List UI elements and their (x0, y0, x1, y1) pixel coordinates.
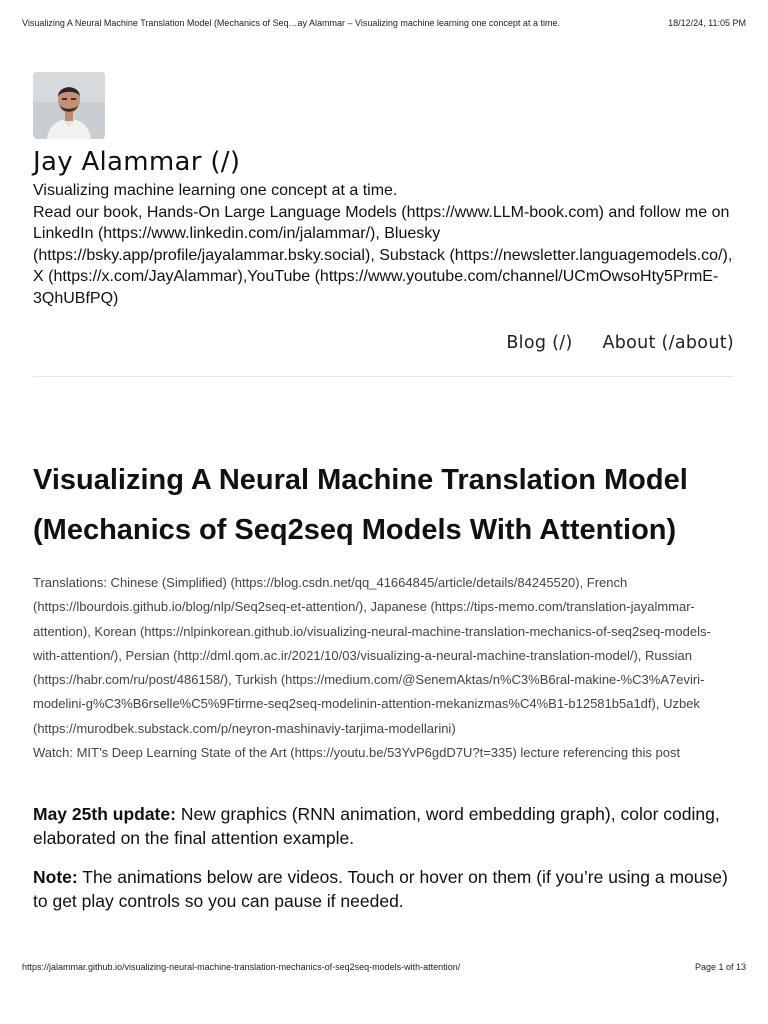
site-book-links[interactable]: Read our book, Hands-On Large Language Models (https://www.LLM-book.com) and follow me on LinkedIn (https://www.linkedin.com/in/jalammar/), Bluesky (https://bsky.app/profile/jayalammar.bsky.social), Substack (https://newsletter.languagemodels.co/), X (https://x.com/JayAlammar),YouTube (https://www.youtube.com/channel/UCmOwsoHty5PrmE-3QhUBfPQ) (33, 203, 733, 307)
translations-block (33, 571, 738, 765)
header-divider (33, 376, 734, 377)
note-paragraph (33, 865, 738, 913)
print-header (22, 18, 746, 28)
site-description (33, 180, 738, 309)
nav-blog-link[interactable]: Blog (/) (506, 333, 573, 353)
person-photo-icon (33, 72, 105, 139)
update-text: New graphics (RNN animation, word embedding graph), color coding, elaborated on the final attention example. (33, 804, 720, 848)
note-text: The animations below are videos. Touch or hover on them (if you’re using a mouse) to get play controls so you can pause if needed. (33, 867, 728, 911)
translations-links[interactable]: Translations: Chinese (Simplified) (https://blog.csdn.net/qq_41664845/article/details/84245520), French (https://lbourdois.github.io/blog/nlp/Seq2seq-et-attention/), Japanese (https://tips-memo.com/translation-jayalmmar-attention), Korean (https://nlpinkorean.github.io/visualizing-neural-machine-translation-mechanics-of-seq2seq-models-with-attention/), Persian (http://dml.qom.ac.ir/2021/10/03/visualizing-a-neural-machine-translation-model/), Russian (https://habr.com/ru/post/486158/), Turkish (https://medium.com/@SenemAktas/n%C3%B6ral-makine-%C3%A7eviri-modelini-g%C3%B6rselle%C5%9Ftirme-seq2seq-modelinin-attention-mekanizmas%C4%B1-b12581b5a1df), Uzbek (https://murodbek.substack.com/p/neyron-mashinaviy-tarjima-modellarini) (33, 575, 711, 736)
watch-link[interactable]: Watch: MIT’s Deep Learning State of the Art (https://youtu.be/53YvP6gdD7U?t=335) lecture referencing this post (33, 745, 681, 761)
print-datetime: 18/12/24, 11:05 PM (668, 18, 746, 28)
print-page-number: Page 1 of 13 (694, 962, 746, 972)
avatar[interactable] (33, 72, 105, 139)
site-nav (482, 333, 734, 353)
update-label: May 25th update: (33, 804, 176, 824)
print-footer (22, 962, 746, 972)
nav-about-link[interactable]: About (/about) (602, 333, 734, 353)
post-title: Visualizing A Neural Machine Translation Model (Mechanics of Seq2seq Models With Attention) (33, 464, 688, 546)
site-tagline: Visualizing machine learning one concept at a time. (33, 182, 398, 199)
update-paragraph (33, 802, 738, 850)
site-title[interactable]: Jay Alammar (/) (33, 147, 241, 177)
note-label: Note: (33, 867, 78, 887)
print-page-title: Visualizing A Neural Machine Translation Model (Mechanics of Seq…ay Alammar – Visualizing machine learning one concept at a time. (22, 18, 560, 28)
print-url: https://jalammar.github.io/visualizing-neural-machine-translation-mechanics-of-seq2seq-models-with-attention/ (22, 962, 461, 972)
